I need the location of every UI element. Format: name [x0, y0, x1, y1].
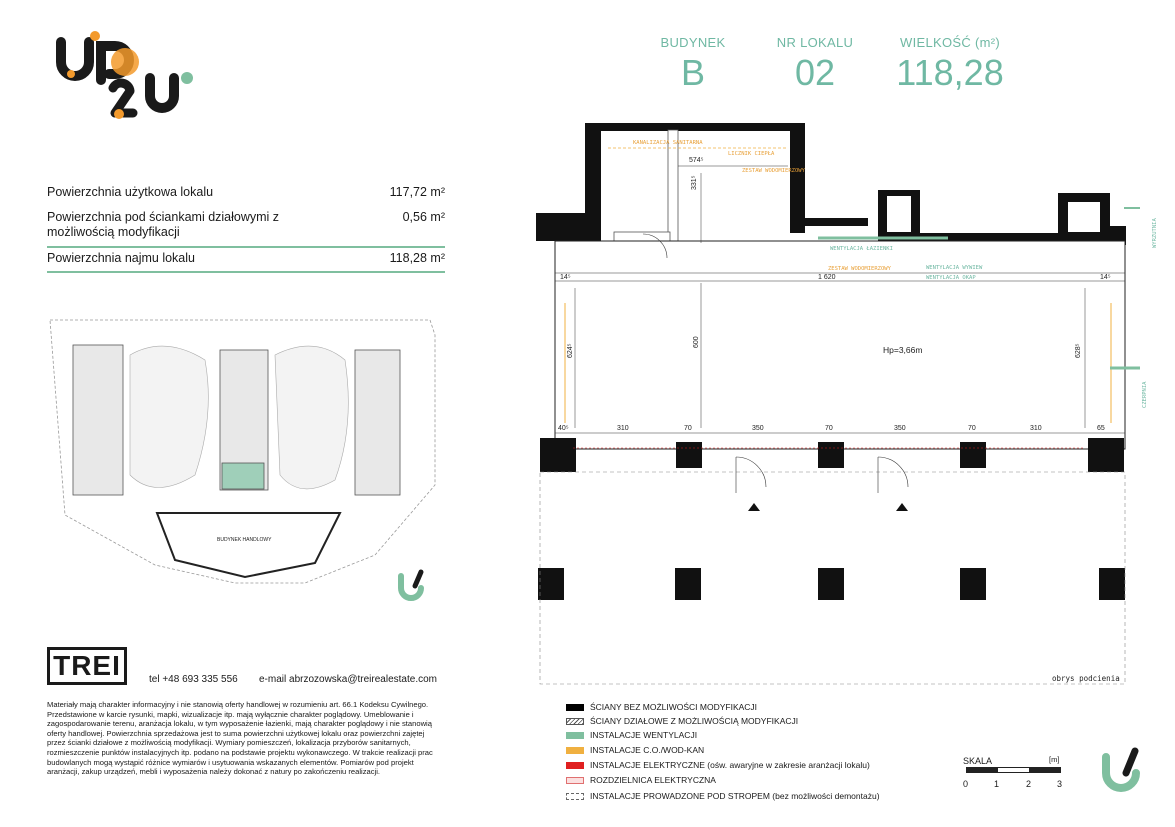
- legend-item: INSTALACJE C.O./WOD-KAN: [566, 744, 704, 756]
- svg-text:WYRZUTNIA: WYRZUTNIA: [1152, 218, 1158, 248]
- svg-text:310: 310: [1030, 425, 1042, 432]
- scale-tick: 1: [994, 779, 1000, 789]
- svg-text:LICZNIK CIEPŁA: LICZNIK CIEPŁA: [728, 151, 775, 157]
- legend-swatch-heating: [566, 747, 584, 754]
- svg-text:600: 600: [693, 336, 700, 348]
- legend-swatch-black: [566, 704, 584, 711]
- contact-email: e-mail abrzozowska@treirealestate.com: [259, 674, 437, 685]
- svg-text:331⁵: 331⁵: [691, 175, 698, 190]
- legend-item: INSTALACJE PROWADZONE POD STROPEM (bez możliwości demontażu): [566, 790, 880, 802]
- svg-text:70: 70: [825, 425, 833, 432]
- svg-text:ZESTAW WODOMIERZOWY: ZESTAW WODOMIERZOWY: [828, 266, 891, 272]
- svg-text:14⁵: 14⁵: [560, 274, 571, 281]
- svg-text:624⁵: 624⁵: [567, 343, 574, 358]
- legend-item: ROZDZIELNICA ELEKTRYCZNA: [566, 774, 716, 786]
- svg-text:70: 70: [684, 425, 692, 432]
- summary-label: Powierzchnia najmu lokalu: [47, 251, 195, 265]
- legend-item: ŚCIANY DZIAŁOWE Z MOŻLIWOŚCIĄ MODYFIKACJI: [566, 715, 798, 727]
- svg-text:1 620: 1 620: [818, 274, 836, 281]
- legend-item: INSTALACJE ELEKTRYCZNE (ośw. awaryjne w zakresie aranżacji lokalu): [566, 759, 870, 771]
- svg-text:310: 310: [617, 425, 629, 432]
- summary-usable-area: [47, 185, 445, 199]
- unit-highlight: [222, 463, 264, 489]
- svg-text:65: 65: [1097, 425, 1105, 432]
- legend-swatch-hatched: [566, 718, 584, 725]
- legend-swatch-switchboard: [566, 777, 584, 784]
- contact-phone: tel +48 693 335 556: [149, 674, 238, 685]
- scale-tick: 0: [963, 779, 969, 789]
- summary-value: 0,56 m²: [402, 210, 445, 224]
- summary-label: Powierzchnia pod ściankami działowymi z możliwością modyfikacji: [47, 210, 280, 239]
- svg-text:350: 350: [752, 425, 764, 432]
- svg-text:KANALIZACJA SANITARNA: KANALIZACJA SANITARNA: [633, 140, 703, 146]
- disclaimer-text: Materiały mają charakter informacyjny i nie stanowią oferty handlowej w rozumieniu art. 66.1 Kodeksu Cywilnego. Przedstawione w karcie rysunki, mapki, wizualizacje itp. mają wyłącznie charakter poglądowy. Umeblowanie i zagospodarowanie terenu, aranżacja lokalu, w tym wyposażenie łazienki, mają charakter poglądowy i nie stanowią oferty handlowej. Powierzchnia sprzedażowa jest to suma powierzchni użytkowej lokalu oraz powierzchni zajętej przez ścianki działowe z możliwością modyfikacji. Wymiary pomieszczeń, lokalizacja przyborów sanitarnych, rozmieszczenie punktów instalacyjnych itp. podano na podstawie projektu wykonawczego. W trakcie realizacji prac budowlanych mogą wystąpić różnice wymiarów i usytuowania wskazanych elementów. Pomiarów pod projekt aranżacji, zakup urządzeń, mebli i wyposażenia należy dokonać z natury po zakończeniu realizacji.: [47, 700, 433, 777]
- site-plan: [45, 315, 445, 605]
- summary-divider: [47, 271, 445, 273]
- ceiling-height-label: Hp=3,66m: [883, 345, 923, 355]
- unit-value: 02: [794, 52, 836, 93]
- summary-value: 117,72 m²: [389, 185, 445, 199]
- svg-text:350: 350: [894, 425, 906, 432]
- building-value: B: [680, 52, 705, 93]
- svg-text:WENTYLACJA WYWIEW: WENTYLACJA WYWIEW: [926, 265, 983, 271]
- scale-tick: 3: [1057, 779, 1063, 789]
- summary-partition-area: [47, 210, 445, 240]
- scale-unit: [m]: [1049, 755, 1060, 764]
- summary-rental-area: [47, 251, 445, 265]
- trei-logo: TREI: [47, 647, 127, 685]
- legend-swatch-electrical: [566, 762, 584, 769]
- svg-text:40⁵: 40⁵: [558, 425, 569, 432]
- site-building-label: BUDYNEK HANDLOWY: [217, 537, 272, 543]
- legend-swatch-ceiling: [566, 793, 584, 800]
- summary-divider: [47, 246, 445, 248]
- size-label: WIELKOŚĆ (m²): [900, 35, 1000, 50]
- svg-text:14⁵: 14⁵: [1100, 274, 1111, 281]
- svg-text:WENTYLACJA OKAP: WENTYLACJA OKAP: [926, 275, 976, 281]
- legend-swatch-ventilation: [566, 732, 584, 739]
- brand-mark-icon: [1096, 745, 1146, 797]
- svg-text:WENTYLACJA ŁAZIENKI: WENTYLACJA ŁAZIENKI: [830, 246, 893, 252]
- svg-text:574⁵: 574⁵: [689, 157, 704, 164]
- floor-plan: [528, 118, 1168, 698]
- svg-text:ZESTAW WODOMIERZOWY: ZESTAW WODOMIERZOWY: [742, 168, 805, 174]
- size-value: 118,28: [896, 52, 1004, 93]
- legend-item: ŚCIANY BEZ MOŻLIWOŚCI MODYFIKACJI: [566, 701, 757, 713]
- svg-text:70: 70: [968, 425, 976, 432]
- summary-value: 118,28 m²: [389, 251, 445, 265]
- unit-label: NR LOKALU: [776, 35, 854, 50]
- svg-text:628⁵: 628⁵: [1075, 343, 1082, 358]
- summary-label: Powierzchnia użytkowa lokalu: [47, 185, 214, 199]
- brand-mark-icon: [393, 568, 429, 604]
- scale-label: SKALA: [963, 756, 993, 766]
- svg-text:CZERPNIA: CZERPNIA: [1142, 381, 1148, 408]
- scale-bar: [966, 767, 1061, 773]
- legend-item: INSTALACJE WENTYLACJI: [566, 729, 697, 741]
- building-label: BUDYNEK: [660, 35, 726, 50]
- scale-tick: 2: [1026, 779, 1032, 789]
- svg-text:obrys podcienia: obrys podcienia: [1052, 674, 1120, 683]
- up2u-logo: [55, 30, 200, 122]
